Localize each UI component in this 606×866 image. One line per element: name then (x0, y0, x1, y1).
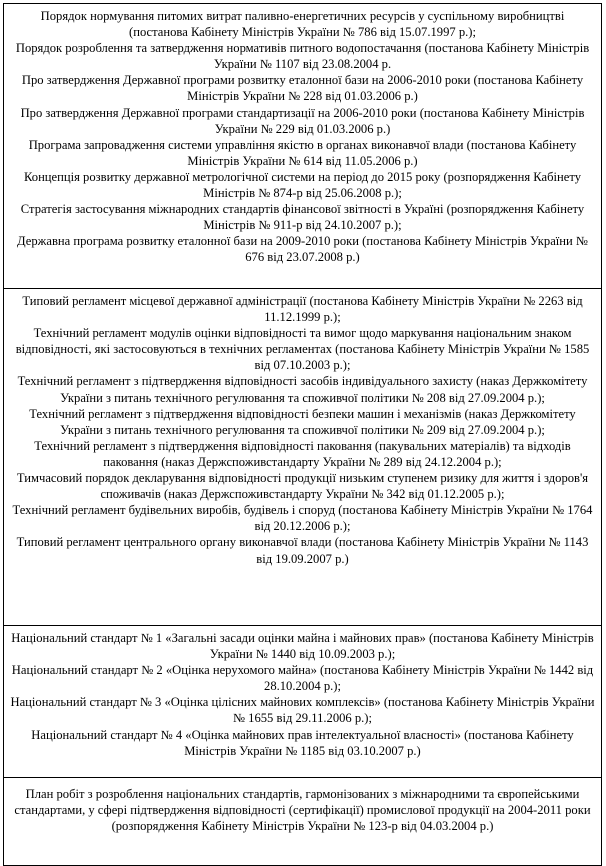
list-item: Технічний регламент з підтвердження відповідності безпеки машин і механізмів (наказ Держкомітету України з питань технічного регулювання та споживчої політики № 209 від 27.09.2004 р.); (29, 406, 576, 437)
list-item: Типовий регламент місцевої державної адміністрації (постанова Кабінету Міністрів України № 2263 від 11.12.1999 р.); (22, 294, 583, 325)
list-item: Порядок нормування питомих витрат паливно-енергетичних ресурсів у суспільному виробництві (постанова Кабінету Міністрів України № 786 від 15.07.1997 р.); (40, 9, 565, 40)
list-item: Типовий регламент центрального органу виконавчої влади (постанова Кабінету Міністрів України № 1143 від 19.09.2007 р.) (16, 535, 589, 566)
list-item: Національний стандарт № 1 «Загальні засади оцінки майна і майнових прав» (постанова Кабінету Міністрів України № 1440 від 10.09.2003 р.); (11, 631, 594, 662)
table-cell-programs (4, 4, 601, 289)
list-item: Порядок розроблення та затвердження нормативів питного водопостачання (постанова Кабінету Міністрів України № 1107 від 23.08.2004 р. (15, 41, 590, 72)
table-cell-technical-regulations (4, 289, 601, 626)
list-item: Технічний регламент з підтвердження відповідності паковання (пакувальних матеріалів) та відходів паковання (наказ Держспоживстандарту України № 289 від 24.12.2004 р.); (34, 438, 571, 469)
list-item: Технічний регламент модулів оцінки відповідності та вимог щодо маркування національним знаком відповідності, які застосовуються в технічних регламентах (постанова Кабінету Міністрів України № 1585 від 07.10.2003 р.); (15, 326, 590, 373)
table-cell-work-plan (4, 778, 601, 865)
table-cell-national-standards (4, 626, 601, 778)
list-item: Технічний регламент будівельних виробів, будівель і споруд (постанова Кабінету Міністрів України № 1764 від 20.12.2006 р.); (12, 503, 593, 534)
list-item: Національний стандарт № 3 «Оцінка цілісних майнових комплексів» (постанова Кабінету Міністрів України № 1655 від 29.11.2006 р.); (10, 695, 595, 726)
list-item: Тимчасовий порядок декларування відповідності продукції низьким ступенем ризику для життя і здоров'я споживачів (наказ Держспоживстандарту України № 342 від 01.12.2005 р.); (16, 471, 589, 502)
list-item: Про затвердження Державної програми стандартизації на 2006-2010 роки (постанова Кабінету Міністрів України № 229 від 01.03.2006 р.) (20, 105, 585, 136)
list-item: Програма запровадження системи управління якістю в органах виконавчої влади (постанова Кабінету Міністрів України № 614 від 11.05.2006 р.) (28, 137, 577, 168)
list-item: Стратегія застосування міжнародних стандартів фінансової звітності в Україні (розпорядження Кабінету Міністрів № 911-р від 24.10.2007 р.); (20, 202, 585, 233)
list-item: Державна програма розвитку еталонної бази на 2009-2010 роки (постанова Кабінету Міністрів України № 676 від 23.07.2008 р.) (17, 234, 588, 265)
list-item: Про затвердження Державної програми розвитку еталонної бази на 2006-2010 роки (постанова Кабінету Міністрів України № 228 від 01.03.2006 р.) (21, 73, 584, 104)
list-item: Концепція розвитку державної метрологічної системи на період до 2015 року (розпорядження Кабінету Міністрів № 874-р від 25.06.2008 р.); (24, 169, 581, 201)
regulations-table (3, 3, 602, 866)
list-item: Технічний регламент з підтвердження відповідності засобів індивідуального захисту (наказ Держкомітету України з питань технічного регулювання та споживчої політики № 208 від 27.09.2004 р.); (17, 374, 588, 405)
list-item: План робіт з розроблення національних стандартів, гармонізованих з міжнародними та європейськими стандартами, у сфері підтвердження відповідності (сертифікації) промислової продукції на 2004-2011 роки (розпорядження Кабінету Міністрів України № 123-р від 04.03.2004 р.) (14, 787, 591, 834)
list-item: Національний стандарт № 4 «Оцінка майнових прав інтелектуальної власності» (постанова Кабінету Міністрів України № 1185 від 03.10.2007 р.) (31, 727, 574, 758)
list-item: Національний стандарт № 2 «Оцінка нерухомого майна» (постанова Кабінету Міністрів України № 1442 від 28.10.2004 р.); (11, 663, 594, 694)
